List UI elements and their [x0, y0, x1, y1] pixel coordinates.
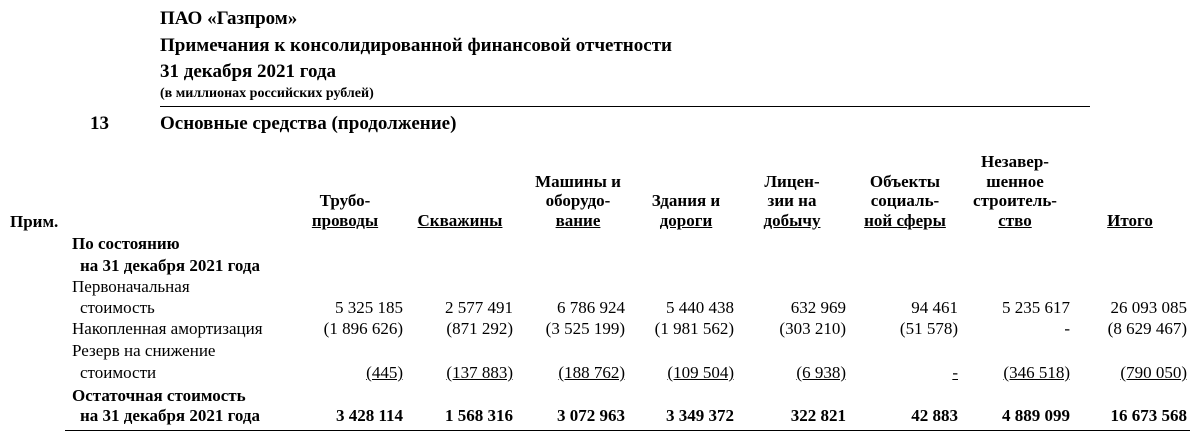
cell-gross-licenses: 632 969 — [790, 298, 846, 317]
cell-imp-licenses: (6 938) — [796, 363, 846, 382]
group-header-line-1: По состоянию — [72, 234, 180, 253]
cell-depr-machinery: (3 525 199) — [545, 319, 625, 338]
cell-net-wells: 1 568 316 — [445, 406, 513, 425]
row-label-net-value-line-2: на 31 декабря 2021 года — [80, 406, 261, 425]
group-header-line-2: на 31 декабря 2021 года — [80, 256, 261, 275]
cell-imp-social: - — [952, 363, 958, 382]
cell-depr-licenses: (303 210) — [779, 319, 846, 338]
table-bottom-rule — [65, 430, 1190, 431]
section-title: Основные средства (продолжение) — [160, 113, 457, 134]
cell-depr-buildings: (1 981 562) — [654, 319, 734, 338]
cell-gross-construction: 5 235 617 — [1002, 298, 1070, 317]
column-header-licenses: Лицен- зии на добычу — [763, 171, 821, 230]
row-label-impairment-line-2: стоимости — [80, 363, 157, 382]
cell-gross-pipelines: 5 325 185 — [335, 298, 403, 317]
row-label-gross-cost-line-2: стоимость — [80, 298, 155, 317]
cell-net-social: 42 883 — [911, 406, 958, 425]
document-title: Примечания к консолидированной финансовой отчетности — [160, 35, 672, 56]
cell-net-buildings: 3 349 372 — [666, 406, 734, 425]
cell-depr-social: (51 578) — [899, 319, 958, 338]
cell-net-licenses: 322 821 — [790, 406, 846, 425]
row-label-impairment-line-1: Резерв на снижение — [72, 341, 216, 360]
cell-net-machinery: 3 072 963 — [557, 406, 625, 425]
cell-imp-construction: (346 518) — [1003, 363, 1070, 382]
column-header-buildings: Здания и дороги — [651, 191, 721, 230]
cell-net-construction: 4 889 099 — [1002, 406, 1070, 425]
cell-gross-machinery: 6 786 924 — [557, 298, 625, 317]
column-header-machinery: Машины и оборудо- вание — [535, 171, 621, 230]
cell-depr-construction: - — [1064, 319, 1070, 338]
row-label-depreciation: Накопленная амортизация — [72, 319, 263, 338]
cell-net-pipelines: 3 428 114 — [335, 406, 403, 425]
cell-gross-buildings: 5 440 438 — [666, 298, 734, 317]
cell-depr-pipelines: (1 896 626) — [323, 319, 403, 338]
report-date: 31 декабря 2021 года — [160, 61, 337, 82]
company-name: ПАО «Газпром» — [160, 8, 298, 29]
cell-imp-buildings: (109 504) — [667, 363, 734, 382]
cell-net-total: 16 673 568 — [1110, 406, 1187, 425]
units-note: (в миллионах российских рублей) — [160, 86, 374, 101]
cell-gross-total: 26 093 085 — [1110, 298, 1187, 317]
column-header-total: Итого — [1107, 210, 1153, 230]
column-header-social: Объекты социаль- ной сферы — [864, 171, 946, 230]
cell-imp-machinery: (188 762) — [558, 363, 625, 382]
column-header-construction: Незавер- шенное строитель- ство — [973, 152, 1057, 230]
cell-imp-wells: (137 883) — [446, 363, 513, 382]
cell-gross-wells: 2 577 491 — [445, 298, 513, 317]
cell-gross-social: 94 461 — [911, 298, 958, 317]
column-header-wells: Скважины — [417, 210, 503, 230]
header-rule — [160, 106, 1090, 107]
cell-depr-wells: (871 292) — [446, 319, 513, 338]
cell-imp-pipelines: (445) — [366, 363, 403, 382]
row-label-net-value-line-1: Остаточная стоимость — [72, 386, 246, 405]
row-label-gross-cost-line-1: Первоначальная — [72, 277, 190, 296]
cell-depr-total: (8 629 467) — [1107, 319, 1187, 338]
cell-imp-total: (790 050) — [1120, 363, 1187, 382]
note-column-header: Прим. — [10, 212, 59, 231]
section-number: 13 — [90, 113, 109, 134]
column-header-pipelines: Трубо- проводы — [311, 191, 379, 230]
